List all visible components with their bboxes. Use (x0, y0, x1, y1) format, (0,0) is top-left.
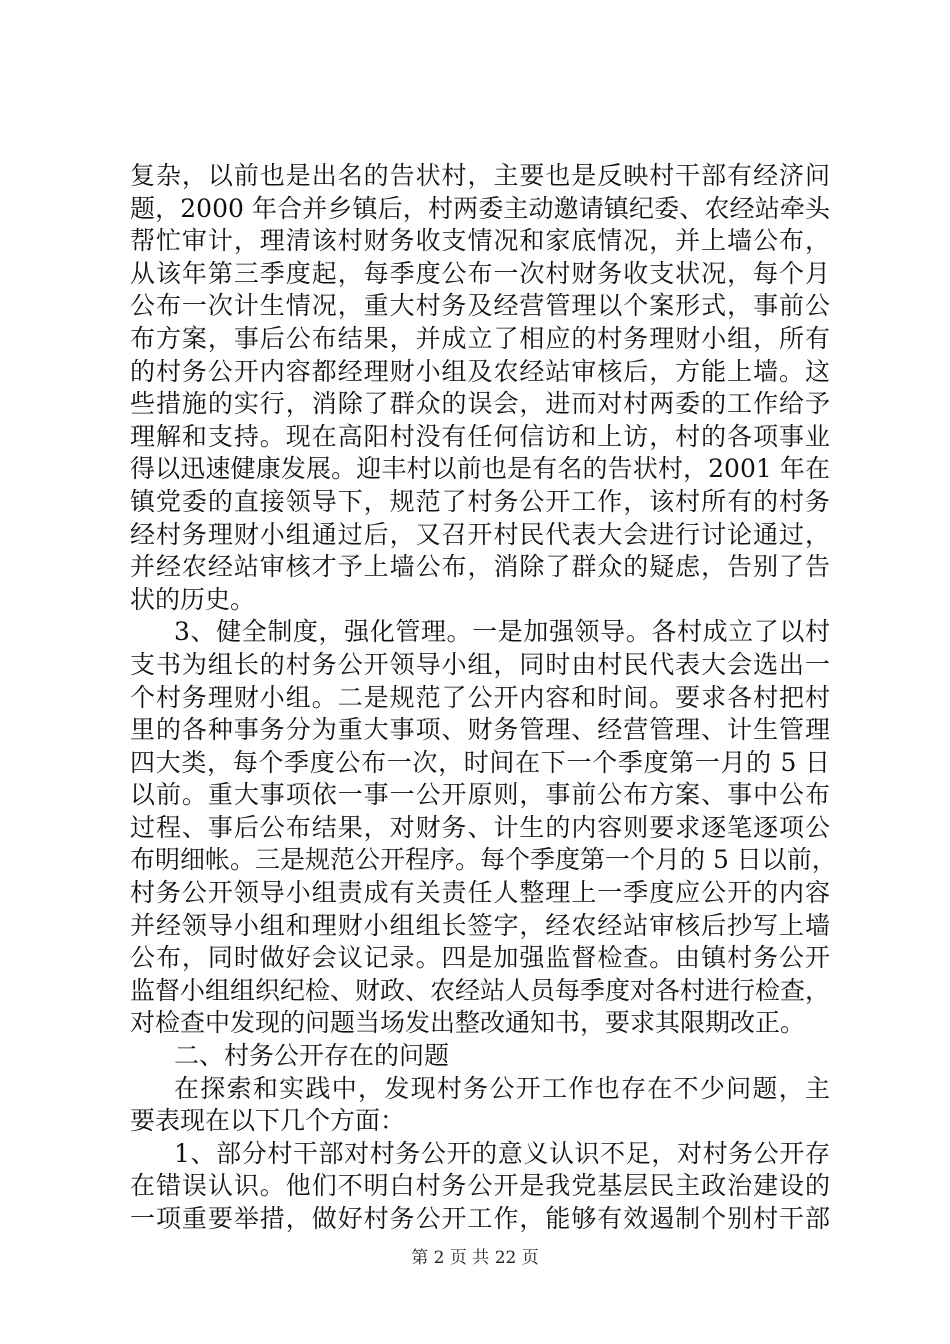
text-line: 支书为组长的村务公开领导小组，同时由村民代表大会选出一 (130, 649, 830, 679)
text-line: 得以迅速健康发展。迎丰村以前也是有名的告状村，2001 年在 (130, 454, 830, 484)
text-line: 个村务理财小组。二是规范了公开内容和时间。要求各村把村 (130, 682, 830, 712)
text-line: 帮忙审计，理清该村财务收支情况和家底情况，并上墙公布， (130, 226, 830, 256)
text-line: 一项重要举措，做好村务公开工作，能够有效遏制个别村干部 (130, 1204, 830, 1233)
text-line: 布明细帐。三是规范公开程序。每个季度第一个月的 5 日以前， (130, 845, 837, 875)
text-line: 以前。重大事项依一事一公开原则，事前公布方案、事中公布 (130, 780, 830, 810)
text-line: 对检查中发现的问题当场发出整改通知书，要求其限期改正。 (130, 1008, 806, 1038)
text-line: 并经农经站审核才予上墙公布，消除了群众的疑虑，告别了告 (130, 552, 830, 582)
text-line: 题，2000 年合并乡镇后，村两委主动邀请镇纪委、农经站牵头 (130, 193, 830, 223)
document-body (130, 160, 837, 1236)
text-line: 经村务理财小组通过后，又召开村民代表大会进行讨论通过， (130, 519, 830, 549)
text-line: 村务公开领导小组责成有关责任人整理上一季度应公开的内容 (130, 878, 830, 908)
text-line: 在探索和实践中，发现村务公开工作也存在不少问题，主 (174, 1073, 830, 1103)
text-line: 理解和支持。现在高阳村没有任何信访和上访，村的各项事业 (130, 421, 830, 451)
text-line: 监督小组组织纪检、财政、农经站人员每季度对各村进行检查， (130, 975, 831, 1005)
text-line: 二、村务公开存在的问题 (174, 1041, 450, 1071)
text-line: 的村务公开内容都经理财小组及农经站审核后，方能上墙。这 (130, 356, 830, 386)
text-line: 里的各种事务分为重大事项、财务管理、经营管理、计生管理 (130, 715, 830, 745)
text-line: 四大类，每个季度公布一次，时间在下一个季度第一月的 5 日 (130, 747, 830, 777)
text-line: 镇党委的直接领导下，规范了村务公开工作，该村所有的村务 (130, 486, 830, 516)
text-line: 公布一次计生情况，重大村务及经营管理以个案形式，事前公 (130, 291, 830, 321)
text-line: 状的历史。 (130, 584, 256, 614)
text-line: 过程、事后公布结果，对财务、计生的内容则要求逐笔逐项公 (130, 812, 830, 842)
text-line: 公布，同时做好会议记录。四是加强监督检查。由镇村务公开 (130, 943, 830, 973)
text-line: 并经领导小组和理财小组组长签字，经农经站审核后抄写上墙 (130, 910, 830, 940)
text-line: 复杂，以前也是出名的告状村，主要也是反映村干部有经济问 (130, 161, 830, 190)
text-line: 些措施的实行，消除了群众的误会，进而对村两委的工作给予 (130, 389, 830, 419)
text-line: 在错误认识。他们不明白村务公开是我党基层民主政治建设的 (130, 1171, 830, 1201)
text-line: 1、部分村干部对村务公开的意义认识不足，对村务公开存 (174, 1138, 830, 1168)
page-footer: 第 2 页 共 22 页 (411, 1248, 539, 1268)
text-line: 布方案，事后公布结果，并成立了相应的村务理财小组，所有 (130, 323, 830, 353)
text-line: 从该年第三季度起，每季度公布一次村财务收支状况，每个月 (130, 258, 830, 288)
text-line: 3、健全制度，强化管理。一是加强领导。各村成立了以村 (174, 617, 830, 647)
text-line: 要表现在以下几个方面： (130, 1106, 406, 1136)
